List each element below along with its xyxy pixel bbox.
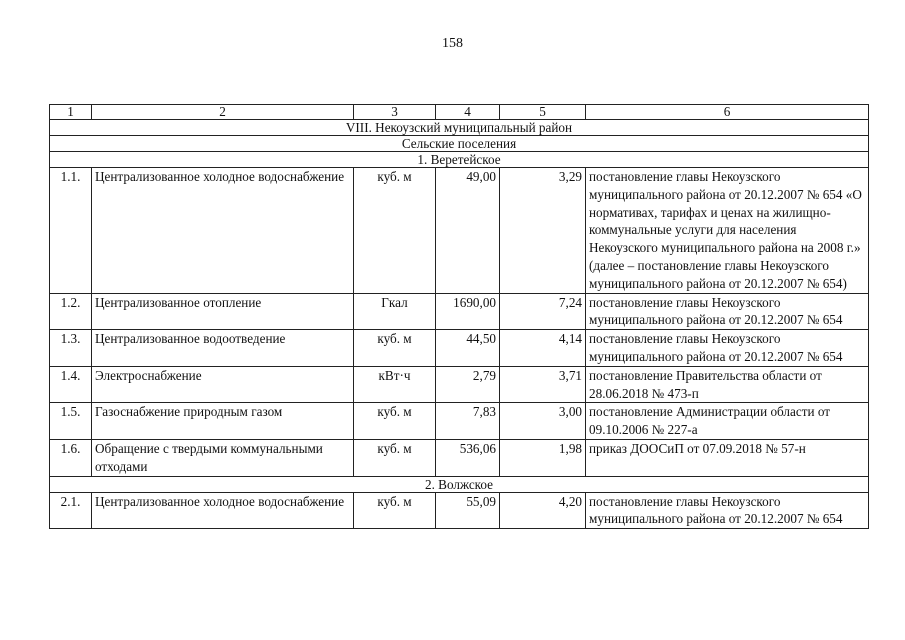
column-number: 5: [500, 105, 586, 120]
legal-basis: постановление главы Некоузского муниципального района от 20.12.2007 № 654: [586, 330, 869, 367]
service-name: Обращение с твердыми коммунальными отходами: [92, 439, 354, 476]
row-number: 1.2.: [50, 293, 92, 330]
region-title: VIII. Некоузский муниципальный район: [50, 120, 869, 136]
norm-value: 7,83: [436, 403, 500, 440]
column-number: 3: [354, 105, 436, 120]
norm-value: 55,09: [436, 492, 500, 529]
column-number: 2: [92, 105, 354, 120]
tariff-value: 3,29: [500, 168, 586, 294]
region-row: [50, 120, 869, 136]
row-number: 2.1.: [50, 492, 92, 529]
tariff-value: 3,71: [500, 366, 586, 403]
tariff-table: [49, 104, 869, 529]
settlement-row: [50, 152, 869, 168]
tariff-value: 4,20: [500, 492, 586, 529]
service-name: Централизованное холодное водоснабжение: [92, 492, 354, 529]
unit: куб. м: [354, 330, 436, 367]
norm-value: 2,79: [436, 366, 500, 403]
service-name: Централизованное водоотведение: [92, 330, 354, 367]
column-number: 4: [436, 105, 500, 120]
unit: Гкал: [354, 293, 436, 330]
tariff-value: 7,24: [500, 293, 586, 330]
service-name: Централизованное холодное водоснабжение: [92, 168, 354, 294]
column-number-row: [50, 105, 869, 120]
column-number: 6: [586, 105, 869, 120]
table-row: [50, 403, 869, 440]
service-name: Электроснабжение: [92, 366, 354, 403]
page-number: 158: [442, 36, 463, 51]
row-number: 1.6.: [50, 439, 92, 476]
tariff-value: 3,00: [500, 403, 586, 440]
table-row: [50, 492, 869, 529]
legal-basis: постановление Администрации области от 09.10.2006 № 227-а: [586, 403, 869, 440]
table-row: [50, 168, 869, 294]
norm-value: 536,06: [436, 439, 500, 476]
norm-value: 44,50: [436, 330, 500, 367]
legal-basis: постановление главы Некоузского муниципального района от 20.12.2007 № 654 «О нормативах, тарифах и ценах на жилищно-коммунальные услуги для населения Некоузского муниципального района на 2008 г.» (далее – постановление главы Некоузского муниципального района от 20.12.2007 № 654): [586, 168, 869, 294]
table-row: [50, 330, 869, 367]
legal-basis: постановление Правительства области от 28.06.2018 № 473-п: [586, 366, 869, 403]
unit: куб. м: [354, 492, 436, 529]
norm-value: 49,00: [436, 168, 500, 294]
table-row: [50, 293, 869, 330]
table-row: [50, 439, 869, 476]
table-row: [50, 366, 869, 403]
subregion-title: Сельские поселения: [50, 136, 869, 152]
settlement-title: 2. Волжское: [50, 476, 869, 492]
norm-value: 1690,00: [436, 293, 500, 330]
column-number: 1: [50, 105, 92, 120]
row-number: 1.3.: [50, 330, 92, 367]
service-name: Газоснабжение природным газом: [92, 403, 354, 440]
legal-basis: приказ ДООСиП от 07.09.2018 № 57-н: [586, 439, 869, 476]
unit: куб. м: [354, 403, 436, 440]
unit: куб. м: [354, 168, 436, 294]
tariff-value: 1,98: [500, 439, 586, 476]
subregion-row: [50, 136, 869, 152]
unit: куб. м: [354, 439, 436, 476]
settlement-title: 1. Веретейское: [50, 152, 869, 168]
unit: кВт·ч: [354, 366, 436, 403]
row-number: 1.5.: [50, 403, 92, 440]
legal-basis: постановление главы Некоузского муниципального района от 20.12.2007 № 654: [586, 492, 869, 529]
tariff-value: 4,14: [500, 330, 586, 367]
service-name: Централизованное отопление: [92, 293, 354, 330]
settlement-row: [50, 476, 869, 492]
legal-basis: постановление главы Некоузского муниципального района от 20.12.2007 № 654: [586, 293, 869, 330]
row-number: 1.4.: [50, 366, 92, 403]
row-number: 1.1.: [50, 168, 92, 294]
